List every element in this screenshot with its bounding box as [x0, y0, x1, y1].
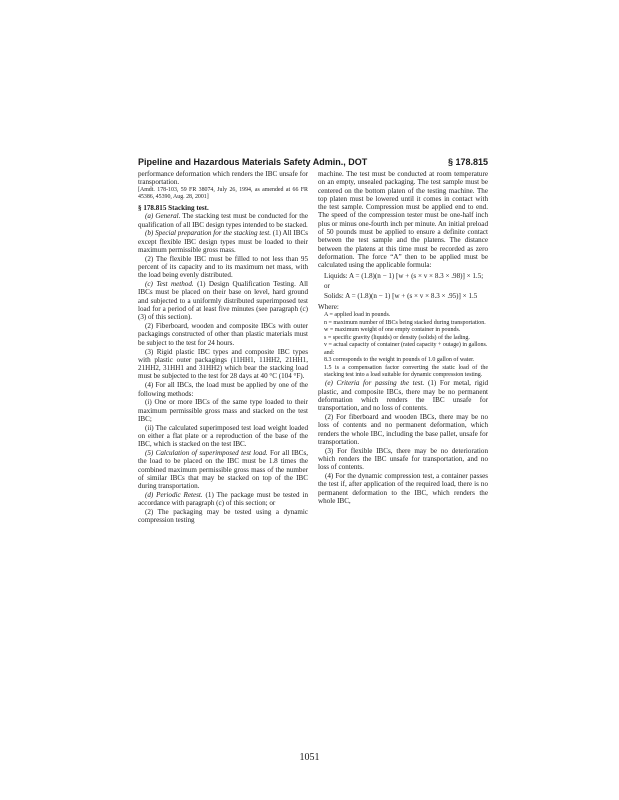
paragraph	[138, 449, 308, 490]
paragraph-heading: (c) Test method.	[145, 280, 194, 289]
paragraph-text: The stacking test must be conducted for the qualification of all IBC design types intended to be stacked.	[138, 212, 308, 229]
paragraph	[318, 170, 488, 270]
paragraph-text: (4) For the dynamic compression test, a container passes the test if, after application of the required load, there is no permanent deformation to the IBC, which renders the whole IBC,	[318, 472, 488, 505]
running-head-section: § 178.815	[447, 157, 488, 167]
paragraph	[318, 379, 488, 412]
definition	[318, 320, 488, 327]
paragraph-text: s = specific gravity (liquids) or density (solids) of the lading.	[324, 334, 470, 341]
paragraph-text: (1) The package must be tested in accordance with paragraph (c) of this section; or	[138, 491, 308, 508]
paragraph-text: A = applied load in pounds.	[324, 312, 391, 319]
definition	[318, 327, 488, 334]
definition	[318, 342, 488, 349]
paragraph	[138, 212, 308, 229]
paragraph-text: (1) For metal, rigid plastic, and composite IBCs, there may be no permanent deformation which renders the IBC unsafe for transportation, and no loss of contents.	[318, 379, 488, 413]
paragraph	[138, 229, 308, 254]
formula	[318, 282, 488, 290]
running-head	[138, 157, 488, 171]
definition	[318, 350, 488, 357]
page-number: 1051	[299, 752, 320, 763]
paragraph	[138, 348, 308, 381]
paragraph-text: (1) Design Qualification Testing. All IBCs must be placed on their base on level, hard ground and subjected to a uniformly distributed superimposed test load for a period of at least five minutes (see paragraph (c)(3) of this section).	[138, 280, 309, 322]
paragraph	[138, 491, 308, 508]
right-column	[318, 170, 488, 506]
paragraph-text: (2) The packaging may be tested using a dynamic compression testing	[138, 508, 308, 525]
paragraph-text: Liquids: A = (1.8)(n − 1) [w + (s × v × 8.3 × .98)] × 1.5;	[324, 271, 484, 280]
paragraph-text: v = actual capacity of container (rated capacity + outage) in gallons.	[324, 342, 488, 349]
left-column	[138, 170, 308, 525]
paragraph-text: n = maximum number of IBCs being stacked during transportation.	[324, 319, 486, 326]
paragraph	[318, 413, 488, 446]
source-note	[138, 187, 308, 201]
paragraph	[138, 170, 308, 187]
paragraph-text: (3) Rigid plastic IBC types and composite IBC types with plastic outer packagings (11HH1, 11HH2, 21HH1, 21HH2, 31HH1 and 31HH2) which bear the stacking load must be subjected to the test for 28 days at 40 °C (104 °F).	[138, 347, 308, 381]
paragraph	[138, 381, 308, 398]
paragraph-heading: (5) Calculation of superimposed test load.	[145, 449, 268, 458]
where-label	[318, 303, 488, 311]
paragraph-heading: (e) Criteria for passing the test.	[325, 379, 425, 388]
definition	[318, 335, 488, 342]
paragraph-heading: (b) Special preparation for the stacking test.	[145, 229, 271, 238]
paragraph	[138, 280, 308, 321]
paragraph	[138, 424, 308, 449]
paragraph-text: and:	[324, 349, 335, 356]
paragraph-text: (2) Fiberboard, wooden and composite IBCs with outer packagings constructed of other than plastic materials must be subject to the test for 24 hours.	[138, 322, 308, 347]
definition	[318, 312, 488, 319]
paragraph-text: w = maximum weight of one empty container in pounds.	[324, 327, 461, 334]
paragraph-text: (ii) The calculated superimposed test load weight loaded on either a flat plate or a reproduction of the base of the IBC, which is stacked on the test IBC.	[138, 423, 308, 449]
paragraph-text: machine. The test must be conducted at room temperature on an empty, unsealed packaging. The test sample must be centered on the bottom platen of the testing machine. The top platen must be lowered until it comes in contact with the test sample. Compression must be applied end to end. The speed of the compression tester must be one-half inch plus or minus one-fourth inch per minute. An initial preload of 50 pounds must be applied to ensure a definite contact between the test sample and the platens. The distance between the platens at this time must be recorded as zero deformation. The force “A” then to be applied must be calculated using the applicable formula:	[318, 170, 488, 270]
paragraph-text: (1) All IBCs except flexible IBC design types must be loaded to their maximum permissible gross mass.	[138, 229, 308, 254]
paragraph-text: (3) For flexible IBCs, there may be no deterioration which renders the IBC unsafe for transportation, and no loss of contents.	[318, 446, 488, 472]
paragraph-text: [Amdt. 178-103, 59 FR 38074, July 26, 1994, as amended at 66 FR 45386, 45390, Aug. 28, 2001]	[138, 187, 308, 201]
definition	[318, 365, 488, 379]
paragraph-text: 1.5 is a compensation factor converting the static load of the stacking test into a load suitable for dynamic compression testing.	[324, 364, 488, 378]
paragraph-text: 8.3 corresponds to the weight in pounds of 1.0 gallon of water.	[324, 357, 475, 364]
paragraph	[138, 322, 308, 347]
paragraph-text: or	[324, 281, 330, 290]
paragraph-text: (2) The flexible IBC must be filled to not less than 95 percent of its capacity and to its maximum net mass, with the load being evenly distributed.	[138, 254, 308, 280]
paragraph-text: (4) For all IBCs, the load must be applied by one of the following methods:	[138, 381, 308, 398]
paragraph-text: (2) For fiberboard and wooden IBCs, there may be no loss of contents and no permanent deformation, which renders the whole IBC, including the base pallet, unsafe for transportation.	[318, 412, 488, 446]
paragraph-text: performance deformation which renders the IBC unsafe for transportation.	[138, 170, 308, 187]
paragraph-text: Solids: A = (1.8)(n − 1) [w + (s × v × 8.3 × .95)] × 1.5	[324, 292, 478, 301]
formula	[318, 292, 488, 300]
section-heading	[138, 204, 308, 212]
paragraph-text: For all IBCs, the load to be placed on the IBC must be 1.8 times the combined maximum permissible gross mass of the number of similar IBCs that may be stacked on top of the IBC during transportation.	[138, 449, 308, 491]
formula	[318, 272, 488, 280]
paragraph	[318, 447, 488, 472]
paragraph-heading: (a) General.	[145, 212, 181, 221]
paragraph-text: § 178.815 Stacking test.	[138, 203, 209, 212]
paragraph-text: Where:	[318, 303, 339, 312]
paragraph	[138, 398, 308, 423]
paragraph	[138, 255, 308, 280]
paragraph-text: (i) One or more IBCs of the same type loaded to their maximum permissible gross mass and stacked on the test IBC;	[138, 398, 308, 423]
running-head-agency: Pipeline and Hazardous Materials Safety Admin., DOT	[138, 157, 368, 167]
definition	[318, 357, 488, 364]
paragraph	[318, 472, 488, 505]
paragraph-heading: (d) Periodic Retest.	[145, 491, 203, 500]
paragraph	[138, 508, 308, 525]
